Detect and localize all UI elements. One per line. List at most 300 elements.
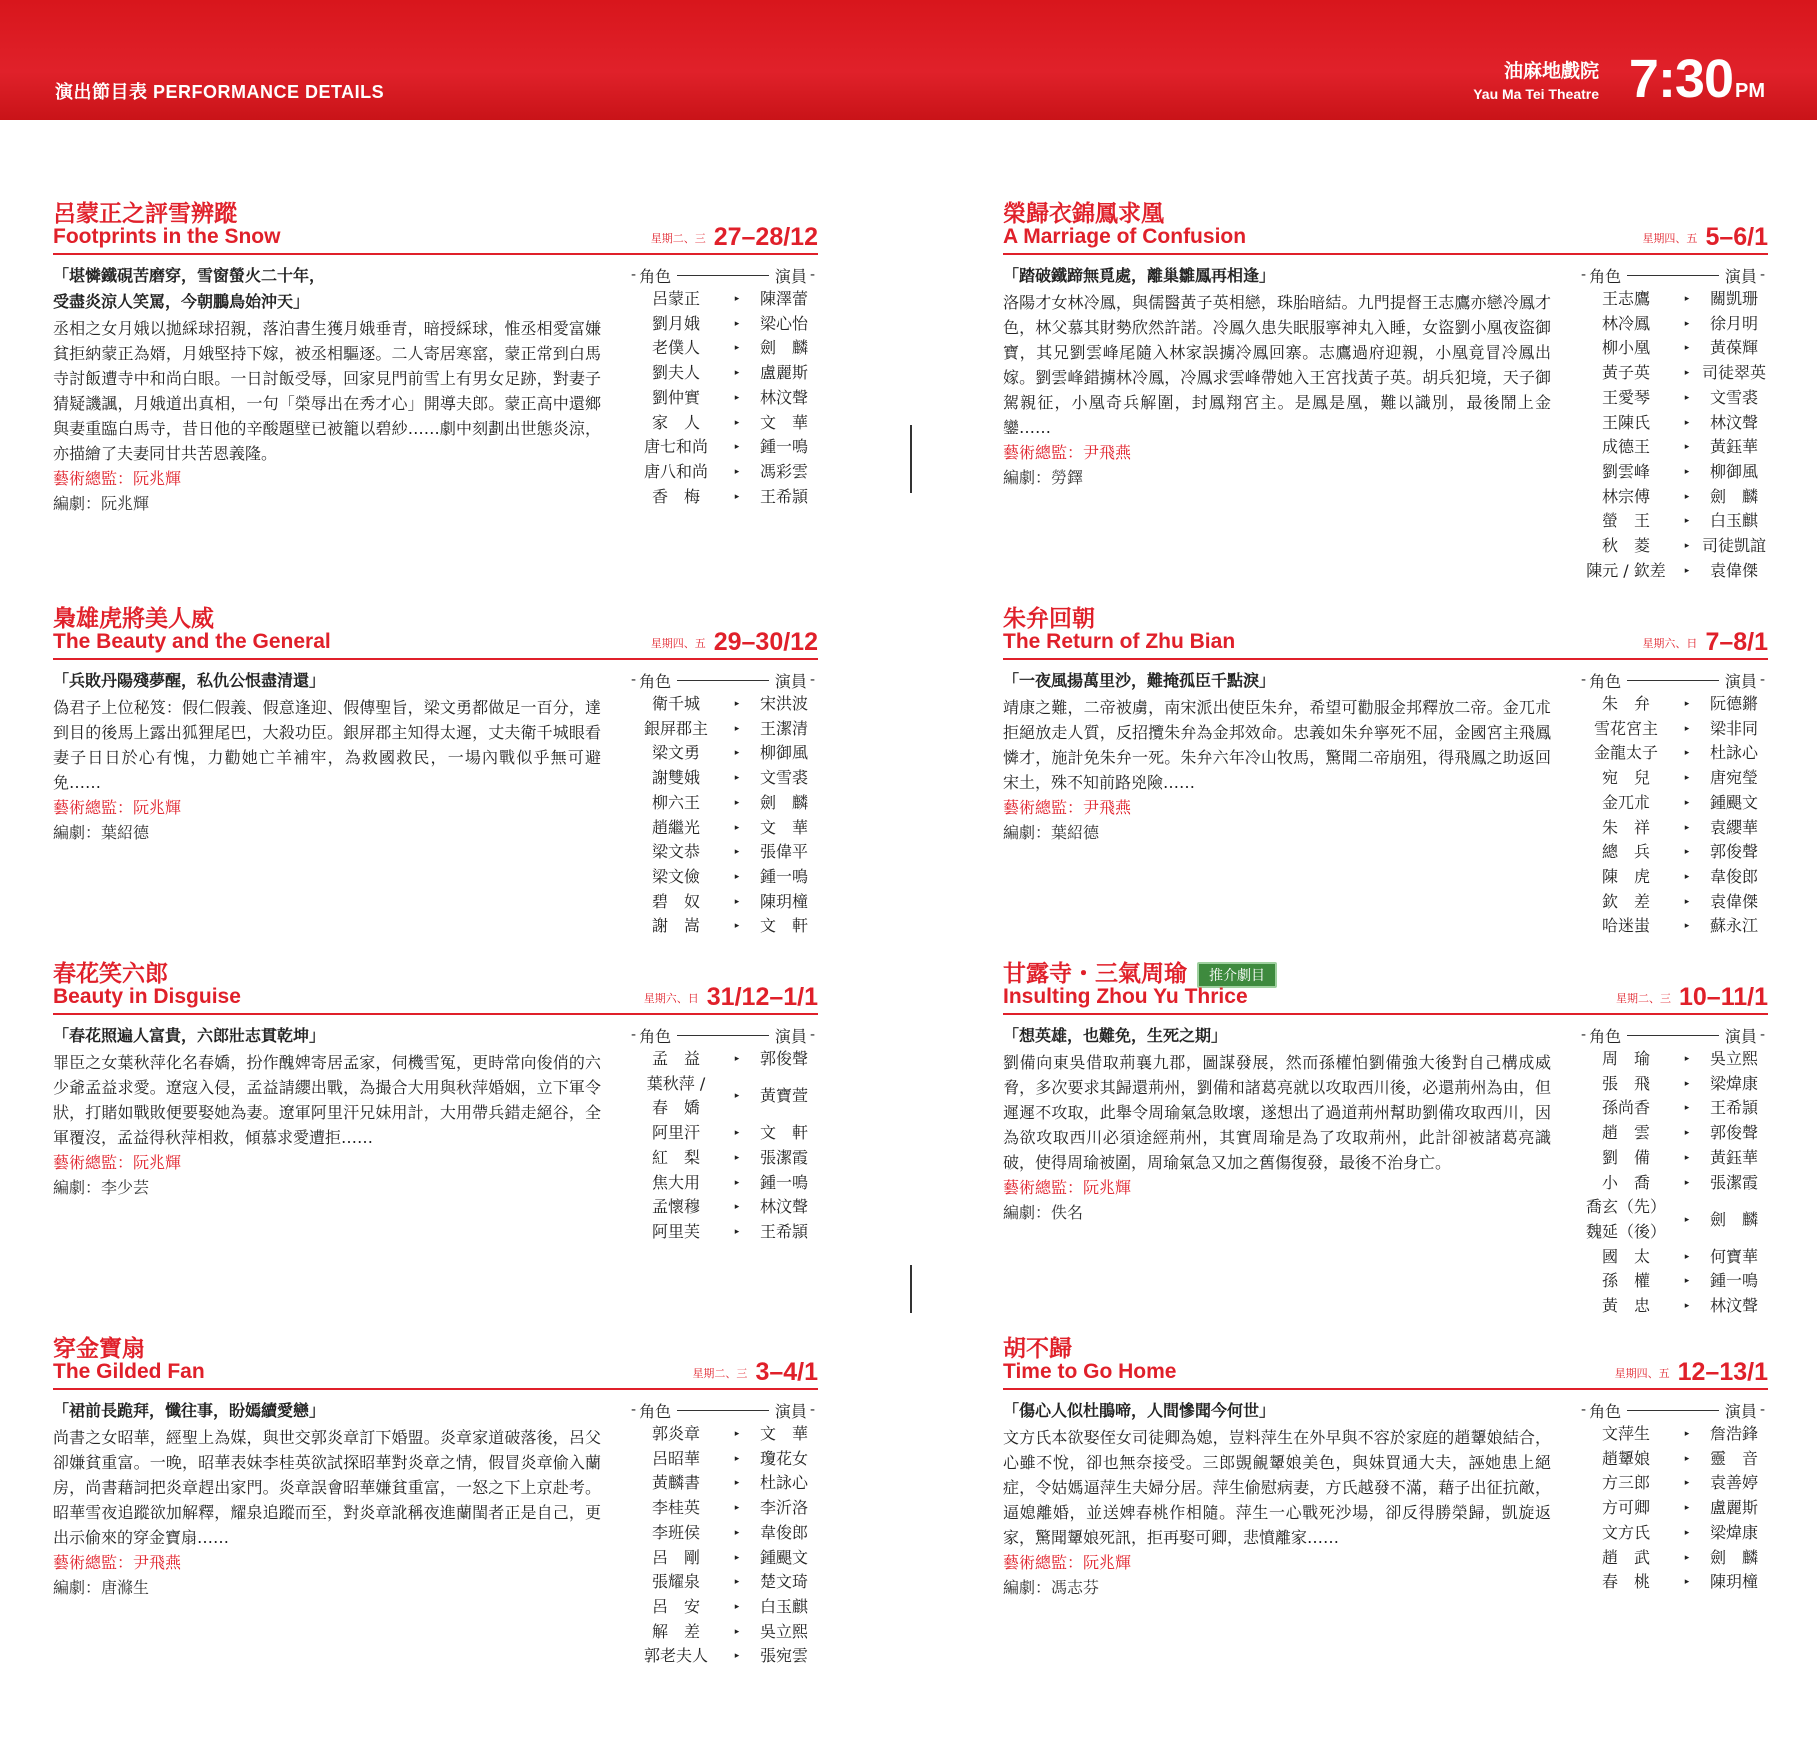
cast-row bbox=[1578, 460, 1768, 485]
bullet-icon: ▸ bbox=[1684, 1453, 1690, 1464]
cast-header-actor: 演員 bbox=[1724, 1401, 1757, 1421]
bullet-icon: ▸ bbox=[734, 1152, 740, 1163]
cast-header-dash: - bbox=[809, 1027, 815, 1043]
show-title-zh: 榮歸衣錦鳳求凰 bbox=[1003, 201, 1164, 227]
cast-role: 趙顰娘 bbox=[1601, 1448, 1650, 1468]
cast-list bbox=[628, 1398, 818, 1669]
cast-actor: 韋俊郎 bbox=[759, 1522, 808, 1542]
show-title-zh: 甘露寺・三氣周瑜 推介劇目 bbox=[1003, 955, 1277, 988]
cast-actor: 梁心怡 bbox=[759, 313, 808, 333]
cast-actor: 蘇永江 bbox=[1709, 916, 1758, 936]
cast-header-actor: 演員 bbox=[774, 1401, 807, 1421]
cast-row bbox=[628, 1570, 818, 1595]
cast-actor: 司徒翠英 bbox=[1701, 363, 1766, 383]
cast-row bbox=[628, 741, 818, 766]
bullet-icon: ▸ bbox=[734, 847, 740, 858]
cast-actor: 鍾一鳴 bbox=[759, 866, 808, 886]
cast-list bbox=[1578, 668, 1768, 939]
show-title-zh: 朱弁回朝 bbox=[1003, 606, 1095, 632]
bullet-icon: ▸ bbox=[1684, 1503, 1690, 1514]
cast-row bbox=[1578, 1447, 1768, 1472]
bullet-icon: ▸ bbox=[1684, 822, 1690, 833]
bullet-icon: ▸ bbox=[734, 417, 740, 428]
cast-row bbox=[1578, 865, 1768, 890]
cast-row bbox=[628, 336, 818, 361]
cast-role: 宛 兒 bbox=[1601, 768, 1650, 788]
cast-row bbox=[628, 1595, 818, 1620]
cast-role: 劉 備 bbox=[1601, 1147, 1650, 1167]
cast-actor: 文雪裘 bbox=[1709, 387, 1758, 407]
cast-role: 文萍生 bbox=[1601, 1424, 1650, 1443]
bullet-icon: ▸ bbox=[734, 1177, 740, 1188]
cast-role: 謝雙娥 bbox=[651, 768, 700, 788]
cast-actor: 張偉平 bbox=[759, 842, 808, 862]
bullet-icon: ▸ bbox=[1684, 896, 1690, 907]
cast-role: 梁文恭 bbox=[651, 842, 700, 862]
cast-header-actor: 演員 bbox=[1724, 266, 1757, 286]
bullet-icon: ▸ bbox=[734, 491, 740, 502]
cast-role: 國 太 bbox=[1601, 1246, 1650, 1266]
show-date-value: 27–28/12 bbox=[713, 223, 818, 251]
cast-list bbox=[1578, 1398, 1768, 1595]
cast-header bbox=[1578, 263, 1768, 287]
cast-role: 郭老夫人 bbox=[643, 1646, 708, 1666]
bullet-icon: ▸ bbox=[1684, 466, 1690, 477]
cast-actor: 李沂洛 bbox=[759, 1498, 808, 1518]
cast-header-dash: - bbox=[1759, 1027, 1765, 1043]
cast-header-line bbox=[1627, 680, 1719, 681]
title-rule bbox=[1003, 1388, 1768, 1390]
show-day: 星期二、三 bbox=[1616, 992, 1671, 1005]
cast-actor: 詹浩鋒 bbox=[1709, 1424, 1758, 1443]
cast-header-role: 角色 bbox=[639, 1401, 672, 1421]
bullet-icon: ▸ bbox=[734, 1503, 740, 1514]
cast-row bbox=[1578, 1146, 1768, 1171]
cast-header-dash: - bbox=[1759, 267, 1765, 283]
show-title-en: Footprints in the Snow bbox=[53, 225, 281, 248]
bullet-icon: ▸ bbox=[1684, 1128, 1690, 1139]
cast-header-role: 角色 bbox=[1589, 671, 1622, 691]
bullet-icon: ▸ bbox=[734, 822, 740, 833]
cast-role: 朱 弁 bbox=[1601, 694, 1650, 713]
cast-role: 劉雲峰 bbox=[1601, 461, 1650, 481]
show-title-en: Time to Go Home bbox=[1003, 1360, 1177, 1383]
cast-row bbox=[1578, 386, 1768, 411]
title-rule bbox=[53, 1388, 818, 1390]
cast-role: 解 差 bbox=[651, 1621, 700, 1641]
cast-header bbox=[628, 668, 818, 692]
cast-actor: 林汶聲 bbox=[759, 1197, 808, 1217]
show-description bbox=[53, 668, 601, 845]
bullet-icon: ▸ bbox=[734, 466, 740, 477]
theatre-name-en: Yau Ma Tei Theatre bbox=[1473, 86, 1599, 102]
show-title-en: Beauty in Disguise bbox=[53, 985, 241, 1008]
cast-row bbox=[628, 791, 818, 816]
show-description bbox=[53, 263, 601, 516]
bullet-icon: ▸ bbox=[1684, 516, 1690, 527]
show-date-value: 12–13/1 bbox=[1677, 1358, 1768, 1386]
bullet-icon: ▸ bbox=[734, 318, 740, 329]
cast-actor: 文 華 bbox=[759, 1424, 808, 1443]
cast-header-line bbox=[677, 1410, 769, 1411]
cast-row bbox=[628, 435, 818, 460]
show-date-value: 31/12–1/1 bbox=[706, 983, 818, 1011]
cast-actor: 唐宛瑩 bbox=[1709, 768, 1758, 788]
theatre-name-zh: 油麻地戲院 bbox=[1503, 61, 1599, 82]
bullet-icon: ▸ bbox=[1684, 565, 1690, 576]
bullet-icon: ▸ bbox=[734, 1478, 740, 1489]
cast-role: 柳小凰 bbox=[1601, 338, 1650, 358]
bullet-icon: ▸ bbox=[734, 773, 740, 784]
bullet-icon: ▸ bbox=[734, 1577, 740, 1588]
cast-list bbox=[628, 668, 818, 939]
cast-role: 唐七和尚 bbox=[643, 437, 708, 457]
cast-actor: 司徒凱誼 bbox=[1701, 536, 1766, 556]
cast-header-line bbox=[1627, 1410, 1719, 1411]
cast-actor: 張宛雲 bbox=[759, 1646, 808, 1666]
bullet-icon: ▸ bbox=[1684, 1301, 1690, 1312]
cast-row bbox=[628, 361, 818, 386]
cast-header bbox=[1578, 1023, 1768, 1047]
show-date-value: 3–4/1 bbox=[755, 1358, 818, 1386]
show-title-zh: 梟雄虎將美人威 bbox=[53, 606, 214, 632]
show-description bbox=[1003, 263, 1551, 490]
show-date bbox=[1615, 1358, 1768, 1387]
cast-actor: 韋俊郎 bbox=[1709, 866, 1758, 886]
cast-row bbox=[628, 1546, 818, 1571]
cast-role: 張耀泉 bbox=[651, 1572, 700, 1592]
cast-list bbox=[628, 263, 818, 509]
show-date bbox=[651, 628, 818, 657]
artistic-director: 藝術總監：阮兆輝 bbox=[1003, 1553, 1132, 1572]
bullet-icon: ▸ bbox=[734, 1626, 740, 1637]
show-day: 星期四、五 bbox=[1642, 232, 1698, 245]
cast-row bbox=[628, 865, 818, 890]
bullet-icon: ▸ bbox=[1684, 773, 1690, 784]
cast-role: 劉仲實 bbox=[651, 387, 700, 407]
cast-actor: 鍾颶文 bbox=[1709, 792, 1758, 812]
playwright: 編劇：勞鐸 bbox=[1003, 468, 1084, 487]
cast-role: 趙繼光 bbox=[651, 817, 700, 837]
cast-row bbox=[628, 692, 818, 717]
cast-role: 王陳氏 bbox=[1601, 412, 1650, 432]
show-date bbox=[1642, 628, 1768, 657]
cast-header-dash: - bbox=[631, 267, 637, 283]
cast-row bbox=[628, 1047, 818, 1072]
cast-row bbox=[1578, 741, 1768, 766]
cast-actor: 白玉麒 bbox=[759, 1596, 808, 1616]
cast-row bbox=[628, 890, 818, 915]
show-date-value: 7–8/1 bbox=[1705, 628, 1768, 656]
cast-row bbox=[1578, 1471, 1768, 1496]
cast-role: 劉夫人 bbox=[651, 363, 700, 383]
bullet-icon: ▸ bbox=[1684, 1478, 1690, 1489]
cast-role: 阿里汗 bbox=[651, 1123, 700, 1143]
show-tagline: 「春花照遍人富貴，六郎壯志貫乾坤」 bbox=[53, 1026, 326, 1045]
show-day: 星期二、三 bbox=[650, 232, 706, 245]
artistic-director: 藝術總監：阮兆輝 bbox=[53, 798, 182, 817]
bullet-icon: ▸ bbox=[1684, 1276, 1690, 1287]
playwright: 編劇：阮兆輝 bbox=[53, 494, 150, 513]
bullet-icon: ▸ bbox=[734, 1202, 740, 1213]
cast-header-dash: - bbox=[631, 672, 637, 688]
bullet-icon: ▸ bbox=[1684, 1214, 1690, 1225]
cast-header bbox=[628, 1398, 818, 1422]
show-synopsis: 尚書之女昭華，經聖上為媒，與世交郭炎章訂下婚盟。炎章家道破落後，呂父卻嫌貧重富。一晚，昭華表妹李桂英欲試探昭華對炎章之情，假冒炎章偷入蘭房，尚書藉詞把炎章趕出家門。炎章誤會昭華嫌貧重富，一怒之下上京赴考。昭華雪夜追蹤欲加解釋，耀泉追蹤而至，對炎章訛稱夜進蘭閨者正是自己，更出示偷來的穿金寶扇…… bbox=[53, 1428, 601, 1547]
cast-row bbox=[1578, 1072, 1768, 1097]
bullet-icon: ▸ bbox=[734, 797, 740, 808]
cast-actor: 杜詠心 bbox=[1709, 743, 1758, 763]
cast-role: 郭炎章 bbox=[651, 1424, 700, 1443]
show-day: 星期六、日 bbox=[1642, 637, 1698, 650]
cast-header-line bbox=[677, 1035, 769, 1036]
cast-role: 張 飛 bbox=[1601, 1073, 1650, 1093]
bullet-icon: ▸ bbox=[1684, 392, 1690, 403]
cast-row bbox=[1578, 336, 1768, 361]
cast-actor: 黃鈺華 bbox=[1709, 1147, 1758, 1167]
bullet-icon: ▸ bbox=[734, 1128, 740, 1139]
show-date-value: 5–6/1 bbox=[1705, 223, 1768, 251]
cast-header-dash: - bbox=[631, 1402, 637, 1418]
show-date bbox=[1616, 983, 1768, 1012]
cast-row bbox=[1578, 534, 1768, 559]
bullet-icon: ▸ bbox=[1684, 921, 1690, 932]
cast-row bbox=[1578, 435, 1768, 460]
artistic-director: 藝術總監：阮兆輝 bbox=[1003, 1178, 1132, 1197]
cast-role: 孟懷穆 bbox=[651, 1197, 700, 1217]
cast-actor: 劍 麟 bbox=[1709, 1547, 1758, 1567]
cast-actor: 林汶聲 bbox=[1709, 412, 1758, 432]
cast-role: 劉月娥 bbox=[651, 313, 700, 333]
cast-row bbox=[1578, 509, 1768, 534]
artistic-director: 藝術總監：阮兆輝 bbox=[53, 1153, 182, 1172]
cast-role: 朱 祥 bbox=[1601, 817, 1650, 837]
cast-header-dash: - bbox=[809, 267, 815, 283]
cast-header bbox=[1578, 1398, 1768, 1422]
cast-row bbox=[628, 1072, 818, 1121]
show-title-en: A Marriage of Confusion bbox=[1003, 225, 1247, 248]
show-synopsis: 偽君子上位秘笈：假仁假義、假意逢迎、假傳聖旨，梁文勇都做足一百分，達到目的後馬上露出狐狸尾巴，大殺功臣。銀屏郡主知得太遲，丈夫衛千城眼看妻子日日於心有愧，力勸她亡羊補牢，為救國救民，一場內戰似乎無可避免…… bbox=[53, 698, 601, 792]
cast-actor: 劍 麟 bbox=[759, 338, 808, 358]
bullet-icon: ▸ bbox=[1684, 368, 1690, 379]
bullet-icon: ▸ bbox=[734, 1429, 740, 1439]
bullet-icon: ▸ bbox=[734, 748, 740, 759]
cast-role: 梁文勇 bbox=[651, 743, 700, 763]
cast-header bbox=[628, 1023, 818, 1047]
cast-row bbox=[1578, 1294, 1768, 1319]
cast-actor: 袁偉傑 bbox=[1709, 560, 1758, 580]
bullet-icon: ▸ bbox=[734, 294, 740, 304]
show-time-value: 7:30 bbox=[1628, 49, 1733, 109]
cast-role: 螢 王 bbox=[1601, 511, 1650, 531]
bullet-icon: ▸ bbox=[734, 699, 740, 709]
cast-role: 梁文儉 bbox=[651, 866, 700, 886]
cast-header-role: 角色 bbox=[639, 266, 672, 286]
cast-row bbox=[628, 1220, 818, 1245]
bullet-icon: ▸ bbox=[734, 442, 740, 453]
cast-actor: 張潔霞 bbox=[1709, 1172, 1758, 1192]
cast-role: 雪花宮主 bbox=[1593, 718, 1658, 738]
header-bar bbox=[0, 0, 1817, 120]
show-date bbox=[692, 1358, 818, 1387]
cast-actor: 梁煒康 bbox=[1709, 1073, 1758, 1093]
cast-role: 文方氏 bbox=[1601, 1522, 1650, 1542]
cast-header-actor: 演員 bbox=[774, 671, 807, 691]
cast-row bbox=[628, 386, 818, 411]
cast-actor: 王希頴 bbox=[1709, 1098, 1758, 1118]
cast-row bbox=[628, 717, 818, 742]
cast-role: 哈迷蚩 bbox=[1601, 916, 1650, 936]
cast-actor: 黃葆輝 bbox=[1709, 338, 1758, 358]
show-tagline: 「想英雄，也難免，生死之期」 bbox=[1003, 1026, 1228, 1045]
cast-role: 謝 嵩 bbox=[651, 916, 700, 936]
cast-actor: 吳立熙 bbox=[1709, 1049, 1758, 1068]
bullet-icon: ▸ bbox=[734, 1527, 740, 1538]
title-rule bbox=[53, 1013, 818, 1015]
cast-actor: 郭俊聲 bbox=[759, 1049, 808, 1068]
title-rule bbox=[53, 253, 818, 255]
artistic-director: 藝術總監：尹飛燕 bbox=[1003, 443, 1132, 462]
cast-role: 李桂英 bbox=[651, 1498, 700, 1518]
cast-actor: 瓊花女 bbox=[759, 1448, 808, 1468]
show-synopsis: 丞相之女月娥以拋綵球招親，落泊書生獲月娥垂青，暗授綵球，惟丞相愛富嫌貧拒納蒙正為婿，月娥堅持下嫁，被丞相驅逐。二人寄居寒窰，蒙正常到白馬寺討飯遭寺中和尚白眼。一日討飯受辱，回家見門前雪上有男女足跡，對妻子猜疑譏諷，月娥道出真相，一句「榮辱出在秀才心」開導夫郎。蒙正高中還鄉與妻重臨白馬寺，昔日他的辛酸題壁已被籠以碧紗……劇中刻劃出世態炎涼，亦描繪了夫妻同甘共苦恩義隆。 bbox=[53, 319, 601, 463]
show-title-en: The Beauty and the General bbox=[53, 630, 331, 653]
bullet-icon: ▸ bbox=[734, 1552, 740, 1563]
cast-role: 方三郎 bbox=[1601, 1473, 1650, 1493]
bullet-icon: ▸ bbox=[734, 896, 740, 907]
cast-actor: 黃鈺華 bbox=[1709, 437, 1758, 457]
cast-header-role: 角色 bbox=[1589, 1401, 1622, 1421]
show-tagline: 「踏破鐵蹄無覓處，離巢雛鳳再相逢」 bbox=[1003, 266, 1276, 285]
theatre-name bbox=[1473, 56, 1599, 102]
cast-row bbox=[628, 1195, 818, 1220]
playwright: 編劇：唐滌生 bbox=[53, 1578, 150, 1597]
cast-row bbox=[1578, 791, 1768, 816]
show-tagline: 「傷心人似杜鵑啼，人間慘聞今何世」 bbox=[1003, 1401, 1276, 1420]
cast-row bbox=[628, 1496, 818, 1521]
cast-role: 小 喬 bbox=[1601, 1172, 1650, 1192]
show-day: 星期四、五 bbox=[650, 637, 706, 650]
cast-actor: 郭俊聲 bbox=[1709, 1123, 1758, 1143]
cast-row bbox=[1578, 1171, 1768, 1196]
show-day: 星期二、三 bbox=[692, 1367, 748, 1380]
bullet-icon: ▸ bbox=[1684, 699, 1690, 709]
cast-header-role: 角色 bbox=[639, 671, 672, 691]
cast-actor: 文 華 bbox=[759, 412, 808, 432]
cast-row bbox=[1578, 1096, 1768, 1121]
cast-list bbox=[628, 1023, 818, 1245]
cast-row bbox=[1578, 312, 1768, 337]
cast-actor: 盧麗斯 bbox=[759, 363, 808, 383]
cast-actor: 杜詠心 bbox=[759, 1473, 808, 1493]
bullet-icon: ▸ bbox=[1684, 1552, 1690, 1563]
cast-role: 趙 雲 bbox=[1601, 1123, 1650, 1143]
cast-actor: 何寶華 bbox=[1709, 1246, 1758, 1266]
bullet-icon: ▸ bbox=[734, 1651, 740, 1662]
cast-header-line bbox=[1627, 1035, 1719, 1036]
cast-actor: 徐月明 bbox=[1709, 313, 1758, 333]
cast-list bbox=[1578, 1023, 1768, 1319]
show-time bbox=[1629, 48, 1765, 110]
bullet-icon: ▸ bbox=[734, 871, 740, 882]
cast-role: 唐八和尚 bbox=[643, 461, 708, 481]
show-time-suffix: PM bbox=[1735, 80, 1765, 102]
cast-role: 金龍太子 bbox=[1593, 743, 1658, 763]
cast-header-dash: - bbox=[1759, 1402, 1765, 1418]
show-date bbox=[1642, 223, 1768, 252]
cast-header-actor: 演員 bbox=[774, 1026, 807, 1046]
show-day: 星期四、五 bbox=[1614, 1367, 1670, 1380]
cast-actor: 文 軒 bbox=[759, 916, 808, 936]
cast-header-actor: 演員 bbox=[1724, 671, 1757, 691]
cast-actor: 劍 麟 bbox=[759, 792, 808, 812]
cast-row bbox=[1578, 1245, 1768, 1270]
cast-row bbox=[628, 1447, 818, 1472]
cast-actor: 關凱珊 bbox=[1709, 289, 1758, 308]
bullet-icon: ▸ bbox=[1684, 1078, 1690, 1089]
title-rule bbox=[1003, 1013, 1768, 1015]
cast-actor: 宋洪波 bbox=[759, 694, 808, 713]
artistic-director: 藝術總監：阮兆輝 bbox=[53, 469, 182, 488]
cast-header-role: 角色 bbox=[1589, 1026, 1622, 1046]
cast-row bbox=[628, 1171, 818, 1196]
bullet-icon: ▸ bbox=[1684, 318, 1690, 329]
cast-row bbox=[1578, 1496, 1768, 1521]
cast-role: 呂昭華 bbox=[651, 1448, 700, 1468]
cast-actor: 王希頴 bbox=[759, 486, 808, 506]
show-day: 星期六、日 bbox=[643, 992, 699, 1005]
cast-row bbox=[628, 411, 818, 436]
playwright: 編劇：葉紹德 bbox=[1003, 823, 1100, 842]
bullet-icon: ▸ bbox=[734, 921, 740, 932]
cast-row bbox=[1578, 1269, 1768, 1294]
show-tagline: 「堪憐鐵硯苦磨穿，雪窗螢火二十年， 受盡炎涼人笑罵，今朝鵬鳥始沖天」 bbox=[53, 266, 326, 311]
cast-header-dash: - bbox=[809, 1402, 815, 1418]
cast-actor: 劍 麟 bbox=[1709, 486, 1758, 506]
cast-role: 周 瑜 bbox=[1601, 1049, 1650, 1068]
cast-actor: 陳玥橦 bbox=[1709, 1572, 1758, 1592]
fold-mark-upper bbox=[910, 425, 912, 493]
bullet-icon: ▸ bbox=[1684, 294, 1690, 304]
cast-role: 孫 權 bbox=[1601, 1271, 1650, 1291]
cast-row bbox=[1578, 914, 1768, 939]
cast-header-dash: - bbox=[1581, 1027, 1587, 1043]
cast-header-line bbox=[1627, 275, 1719, 276]
cast-role: 成德王 bbox=[1601, 437, 1650, 457]
cast-role: 碧 奴 bbox=[651, 891, 700, 911]
cast-row bbox=[628, 485, 818, 510]
cast-row bbox=[628, 1521, 818, 1546]
cast-header-dash: - bbox=[1581, 672, 1587, 688]
cast-role: 春 桃 bbox=[1601, 1572, 1650, 1592]
cast-header-actor: 演員 bbox=[1724, 1026, 1757, 1046]
cast-row bbox=[1578, 1422, 1768, 1447]
bullet-icon: ▸ bbox=[1684, 797, 1690, 808]
artistic-director: 藝術總監：尹飛燕 bbox=[1003, 798, 1132, 817]
cast-row bbox=[628, 1644, 818, 1669]
cast-role: 喬玄（先） 魏延（後） bbox=[1585, 1197, 1666, 1241]
show-synopsis: 靖康之難，二帝被虜，南宋派出使臣朱弁，希望可勸服金邦釋放二帝。金兀朮拒絕放走人質，反招攬朱弁為金邦效命。忠義如朱弁寧死不屈，金國宮主飛鳳憐才，施計免朱弁一死。朱弁六年冷山牧馬，驚聞二帝崩殂，得飛鳳之助返回宋土，殊不知前路兇險…… bbox=[1003, 698, 1551, 792]
cast-row bbox=[1578, 1521, 1768, 1546]
bullet-icon: ▸ bbox=[734, 392, 740, 403]
bullet-icon: ▸ bbox=[734, 343, 740, 354]
cast-role: 黃麟書 bbox=[651, 1473, 700, 1493]
cast-row bbox=[1578, 1570, 1768, 1595]
cast-role: 黃子英 bbox=[1601, 363, 1650, 383]
show-description bbox=[53, 1023, 601, 1200]
cast-actor: 梁煒康 bbox=[1709, 1522, 1758, 1542]
cast-row bbox=[628, 766, 818, 791]
